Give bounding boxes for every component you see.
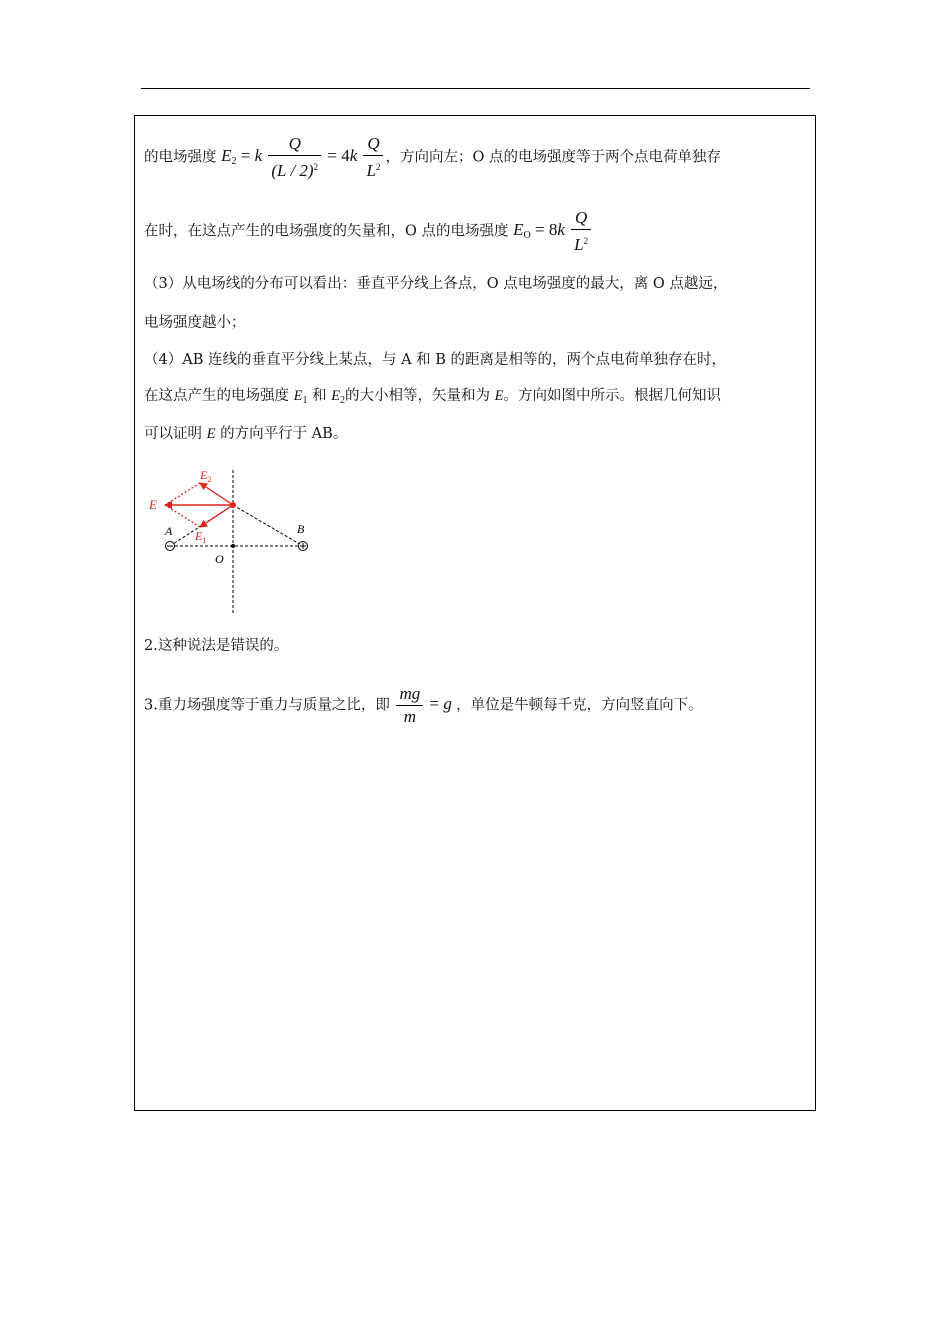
parallelogram-top xyxy=(165,483,200,505)
answer-2: 2.这种说法是错误的。 xyxy=(144,638,289,654)
coefficient-4: 4 xyxy=(341,146,350,166)
para-3-line-2: 电场强度越小； xyxy=(144,315,246,331)
label-e1: $E_1$ xyxy=(195,529,207,545)
header-rule xyxy=(141,88,810,89)
label-a: A xyxy=(165,524,173,538)
label-b: B xyxy=(297,522,305,536)
point-o xyxy=(231,544,235,548)
frac-denominator-l-2: L xyxy=(574,235,584,254)
g-symbol: g xyxy=(443,694,452,714)
fraction-q-over-l-sq xyxy=(363,134,383,181)
fraction-mg-over-m xyxy=(396,684,423,727)
equals-sign-4: = xyxy=(429,694,440,714)
k-symbol: k xyxy=(254,146,263,166)
p4-line3-b: 的方向平行于 AB。 xyxy=(220,426,348,442)
field-vector-figure xyxy=(140,462,340,622)
answer-3 xyxy=(144,684,703,727)
p1-tail-text: ，方向向左；O 点的电场强度等于两个点电荷单独存 xyxy=(385,149,721,166)
para-3-line-1: （3）从电场线的分布可以看出：垂直平分线上各点，O 点电场强度的最大，离 O 点越远， xyxy=(144,276,728,292)
line-to-b xyxy=(233,505,303,546)
q3-tail-text: ，单位是牛顿每千克，方向竖直向下。 xyxy=(456,697,703,714)
equals-sign-3: = xyxy=(534,220,545,240)
e2-subscript-inline: 2 xyxy=(340,395,346,406)
frac-denominator: (L / 2) xyxy=(271,161,314,180)
vector-e2-arrow xyxy=(200,483,233,505)
equals-sign: = xyxy=(240,146,251,166)
label-e: E xyxy=(149,497,157,512)
eo-subscript: O xyxy=(523,230,531,242)
and-text: 和 xyxy=(312,388,327,404)
p1-lead-text: 的电场强度 xyxy=(144,149,217,166)
k-symbol-2: k xyxy=(349,146,358,166)
label-e2: $E_2$ xyxy=(200,468,212,484)
k-symbol-3: k xyxy=(557,220,565,240)
frac-mg: mg xyxy=(396,684,423,706)
e2-symbol: E xyxy=(221,146,232,166)
para-4-line-1: （4）AB 连线的垂直平分线上某点，与 A 和 B 的距离是相等的，两个点电荷单独存在时， xyxy=(144,352,727,368)
frac-numerator-3: Q xyxy=(571,208,591,230)
frac-numerator: Q xyxy=(268,134,321,156)
e-symbol-inline-2: E xyxy=(206,426,216,442)
p4-line2-b: 的大小相等，矢量和为 xyxy=(345,388,491,404)
q3-lead-text: 3.重力场强度等于重力与质量之比，即 xyxy=(144,697,390,714)
frac-numerator-2: Q xyxy=(363,134,383,156)
equals-sign-2: = xyxy=(327,146,337,166)
e1-subscript: 1 xyxy=(302,395,308,406)
e2-symbol-inline: E xyxy=(331,388,341,404)
square-exponent: 2 xyxy=(313,162,319,172)
para-field-eo xyxy=(144,208,593,255)
coefficient-8: 8 xyxy=(548,220,558,240)
e2-subscript: 2 xyxy=(231,156,237,168)
frac-m: m xyxy=(403,707,416,726)
fraction-q-over-l-half-sq xyxy=(268,134,321,181)
para-4-line-2 xyxy=(144,386,721,411)
eo-symbol: E xyxy=(513,220,524,240)
square-exponent-3: 2 xyxy=(583,236,589,246)
e1-symbol: E xyxy=(293,388,303,404)
frac-denominator-l: L xyxy=(366,161,376,180)
p4-line2-a: 在这点产生的电场强度 xyxy=(144,388,289,404)
para-4-line-3 xyxy=(144,424,347,444)
vector-e1-arrow xyxy=(200,505,233,527)
p4-line2-c: 。方向如图中所示。根据几何知识 xyxy=(503,388,722,404)
fraction-q-over-l-sq-2 xyxy=(571,208,591,255)
para-field-e2 xyxy=(144,134,721,181)
label-o: O xyxy=(215,552,224,566)
e-symbol-inline: E xyxy=(494,388,504,404)
p4-line3-a: 可以证明 xyxy=(144,426,202,442)
square-exponent-2: 2 xyxy=(375,162,381,172)
p2-lead-text: 在时，在这点产生的电场强度的矢量和，O 点的电场强度 xyxy=(144,223,509,240)
